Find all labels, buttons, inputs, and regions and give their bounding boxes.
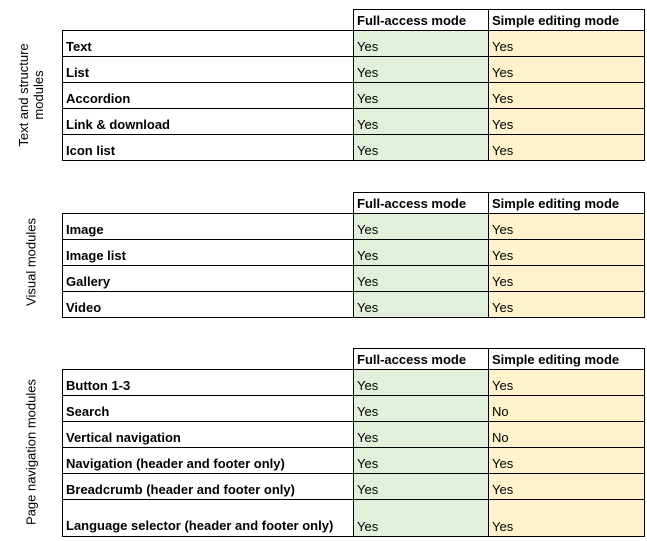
full-access-value: Yes [354, 370, 489, 396]
module-name: Image [63, 214, 354, 240]
simple-editing-value: Yes [489, 292, 645, 318]
simple-editing-value: Yes [489, 240, 645, 266]
table-row [63, 500, 645, 537]
simple-editing-value: Yes [489, 109, 645, 135]
full-access-value: Yes [354, 31, 489, 57]
header-full-access: Full-access mode [354, 10, 489, 31]
simple-editing-value: Yes [489, 448, 645, 474]
module-name: Video [63, 292, 354, 318]
simple-editing-value: No [489, 396, 645, 422]
simple-editing-value: Yes [489, 214, 645, 240]
module-name: Icon list [63, 135, 354, 161]
full-access-value: Yes [354, 396, 489, 422]
full-access-value: Yes [354, 500, 489, 537]
module-name: Gallery [63, 266, 354, 292]
full-access-value: Yes [354, 448, 489, 474]
module-name: Button 1-3 [63, 370, 354, 396]
module-name: List [63, 57, 354, 83]
module-name: Search [63, 396, 354, 422]
full-access-value: Yes [354, 135, 489, 161]
header-blank-cell [63, 193, 354, 214]
header-full-access: Full-access mode [354, 349, 489, 370]
module-table [62, 348, 645, 537]
header-simple-editing: Simple editing mode [489, 10, 645, 31]
full-access-value: Yes [354, 57, 489, 83]
simple-editing-value: Yes [489, 83, 645, 109]
simple-editing-value: Yes [489, 57, 645, 83]
full-access-value: Yes [354, 83, 489, 109]
module-table [62, 192, 645, 318]
section-page-navigation [0, 339, 647, 541]
section-title-container [0, 28, 62, 162]
header-full-access: Full-access mode [354, 193, 489, 214]
section-title-line-2: modules [31, 70, 46, 120]
module-name: Navigation (header and footer only) [63, 448, 354, 474]
module-table [62, 9, 645, 161]
simple-editing-value: Yes [489, 266, 645, 292]
table-row [63, 396, 645, 422]
header-blank-cell [63, 10, 354, 31]
header-simple-editing: Simple editing mode [489, 193, 645, 214]
module-name: Language selector (header and footer only) [63, 500, 354, 537]
simple-editing-value: No [489, 422, 645, 448]
module-name: Vertical navigation [63, 422, 354, 448]
table-row [63, 266, 645, 292]
simple-editing-value: Yes [489, 474, 645, 500]
table-row [63, 474, 645, 500]
table-row [63, 240, 645, 266]
section-visual [0, 183, 647, 320]
module-name: Link & download [63, 109, 354, 135]
simple-editing-value: Yes [489, 135, 645, 161]
table-row [63, 370, 645, 396]
section-title-container [0, 367, 62, 537]
module-name: Image list [63, 240, 354, 266]
full-access-value: Yes [354, 422, 489, 448]
header-simple-editing: Simple editing mode [489, 349, 645, 370]
full-access-value: Yes [354, 292, 489, 318]
full-access-value: Yes [354, 240, 489, 266]
table-row [63, 214, 645, 240]
section-title-container [0, 210, 62, 314]
table-row [63, 135, 645, 161]
table-row [63, 292, 645, 318]
module-name: Text [63, 31, 354, 57]
table-row [63, 57, 645, 83]
simple-editing-value: Yes [489, 31, 645, 57]
table-row [63, 448, 645, 474]
module-name: Accordion [63, 83, 354, 109]
section-title-line-1: Text and structure [16, 43, 31, 147]
section-title [16, 43, 46, 146]
table-row [63, 83, 645, 109]
full-access-value: Yes [354, 474, 489, 500]
section-title: Page navigation modules [23, 379, 39, 525]
module-name: Breadcrumb (header and footer only) [63, 474, 354, 500]
table-row [63, 31, 645, 57]
simple-editing-value: Yes [489, 500, 645, 537]
full-access-value: Yes [354, 266, 489, 292]
section-text-structure [0, 0, 647, 162]
table-row [63, 422, 645, 448]
full-access-value: Yes [354, 109, 489, 135]
simple-editing-value: Yes [489, 370, 645, 396]
section-title: Visual modules [23, 218, 39, 306]
full-access-value: Yes [354, 214, 489, 240]
header-blank-cell [63, 349, 354, 370]
table-row [63, 109, 645, 135]
